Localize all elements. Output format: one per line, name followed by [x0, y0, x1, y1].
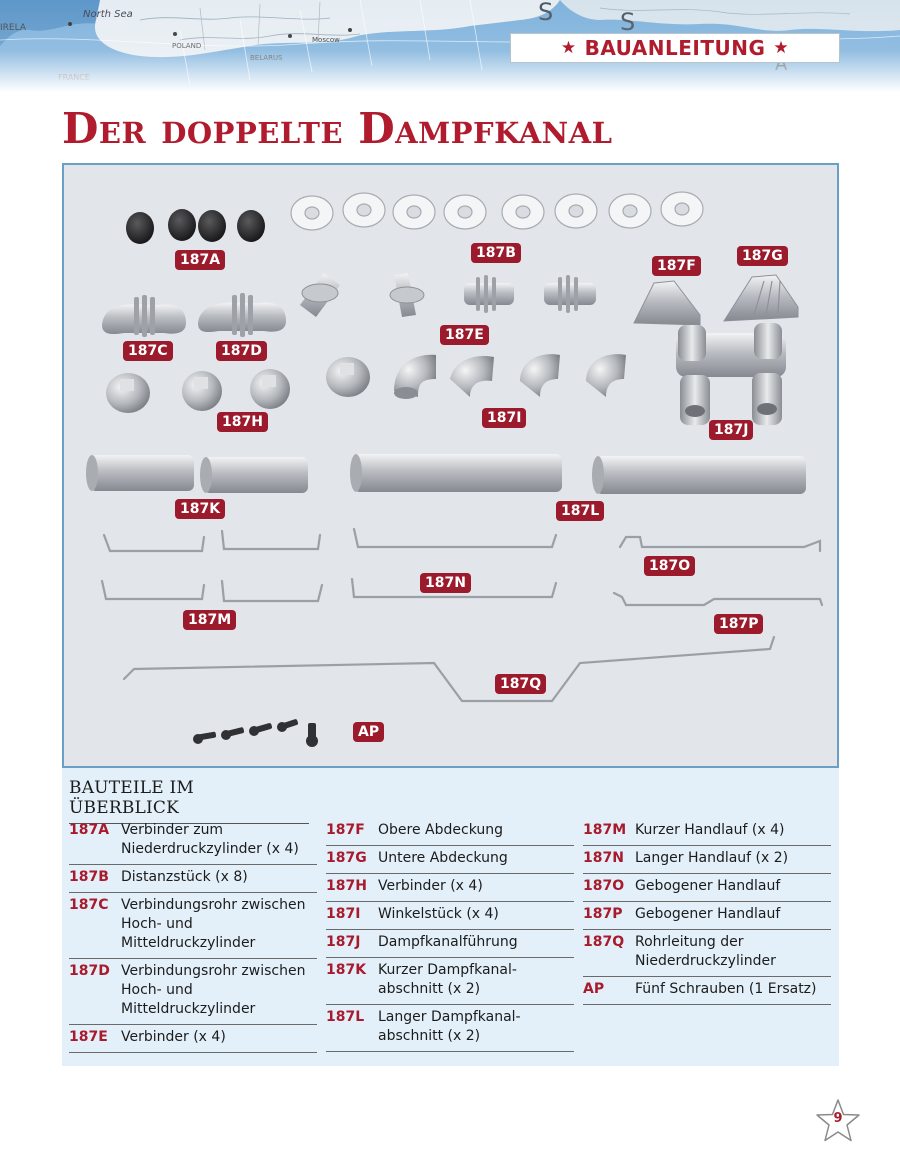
list-item — [69, 865, 317, 893]
part-description: Untere Abdeckung — [378, 850, 508, 866]
part-code: 187C — [69, 897, 109, 913]
section-badge — [510, 33, 840, 63]
part-code: 187J — [326, 934, 361, 950]
list-item — [583, 818, 831, 846]
part-label: 187O — [644, 556, 695, 576]
list-item — [583, 902, 831, 930]
list-item — [326, 818, 574, 846]
list-item — [326, 1005, 574, 1052]
part-code: AP — [583, 981, 605, 997]
part-description: Verbinder zum Niederdruckzylinder (x 4) — [121, 822, 299, 857]
part-code: 187L — [326, 1009, 365, 1025]
part-label: AP — [353, 722, 384, 742]
part-label: 187B — [471, 243, 521, 263]
part-187c — [102, 295, 186, 337]
part-description: Fünf Schrauben (1 Ersatz) — [635, 981, 817, 997]
part-187j — [676, 323, 786, 425]
parts-column-1 — [69, 818, 317, 1053]
list-item — [69, 1025, 317, 1053]
part-description: Obere Abdeckung — [378, 822, 504, 838]
part-label: 187Q — [495, 674, 546, 694]
part-label: 187E — [440, 325, 489, 345]
part-187h — [106, 357, 370, 413]
page-number-value: 9 — [833, 1111, 843, 1126]
part-code: 187P — [583, 906, 623, 922]
part-description: Verbinder (x 4) — [121, 1029, 226, 1045]
parts-column-3 — [583, 818, 831, 1005]
part-code: 187B — [69, 869, 109, 885]
part-description: Verbinder (x 4) — [378, 878, 483, 894]
part-description: Dampfkanalführung — [378, 934, 518, 950]
list-item — [326, 930, 574, 958]
part-label: 187F — [652, 256, 701, 276]
part-label: 187N — [420, 573, 471, 593]
part-code: 187A — [69, 822, 110, 838]
part-ap — [193, 719, 318, 747]
part-label: 187D — [216, 341, 267, 361]
part-code: 187O — [583, 878, 625, 894]
part-label: 187H — [217, 412, 268, 432]
page-number — [814, 1098, 862, 1144]
part-code: 187G — [326, 850, 367, 866]
part-187i — [394, 354, 626, 399]
part-label: 187C — [123, 341, 173, 361]
part-label: 187K — [175, 499, 225, 519]
part-code: 187E — [69, 1029, 108, 1045]
part-code: 187H — [326, 878, 367, 894]
part-187k — [86, 455, 308, 493]
part-187f — [634, 281, 700, 325]
part-description: Kurzer Dampfkanal-abschnitt (x 2) — [378, 962, 517, 997]
parts-overview-heading: BAUTEILE IM ÜBERBLICK — [69, 778, 309, 824]
part-code: 187N — [583, 850, 624, 866]
part-label: 187J — [709, 420, 753, 440]
list-item — [583, 930, 831, 977]
list-item — [326, 902, 574, 930]
part-description: Langer Dampfkanal-abschnitt (x 2) — [378, 1009, 521, 1044]
list-item — [583, 977, 831, 1005]
part-description: Verbindungsrohr zwischen Hoch- und Mitteldruckzylinder — [121, 897, 306, 951]
part-187d — [198, 293, 286, 337]
part-description: Distanzstück (x 8) — [121, 869, 248, 885]
part-187p — [614, 593, 822, 605]
list-item — [69, 818, 317, 865]
part-187m — [102, 531, 322, 601]
part-description: Kurzer Handlauf (x 4) — [635, 822, 785, 838]
list-item — [69, 893, 317, 959]
list-item — [326, 846, 574, 874]
part-label: 187I — [482, 408, 526, 428]
part-187l — [350, 454, 806, 494]
parts-overview — [62, 768, 839, 1066]
part-description: Langer Handlauf (x 2) — [635, 850, 789, 866]
part-label: 187M — [183, 610, 236, 630]
part-description: Winkelstück (x 4) — [378, 906, 499, 922]
part-187e — [300, 273, 596, 317]
part-code: 187Q — [583, 934, 625, 950]
part-code: 187F — [326, 822, 365, 838]
part-description: Gebogener Handlauf — [635, 906, 781, 922]
part-label: 187A — [175, 250, 225, 270]
part-code: 187D — [69, 963, 110, 979]
list-item — [326, 874, 574, 902]
part-label: 187L — [556, 501, 604, 521]
part-description: Gebogener Handlauf — [635, 878, 781, 894]
star-icon: ★ — [560, 38, 577, 58]
part-187o — [620, 537, 820, 551]
part-187b — [291, 192, 703, 230]
part-187q — [124, 637, 774, 701]
parts-photo — [62, 163, 839, 768]
part-code: 187K — [326, 962, 367, 978]
part-code: 187I — [326, 906, 361, 922]
list-item — [583, 846, 831, 874]
part-description: Rohrleitung der Niederdruckzylinder — [635, 934, 776, 969]
part-description: Verbindungsrohr zwischen Hoch- und Mitteldruckzylinder — [121, 963, 306, 1017]
page-title: Der doppelte Dampfkanal — [62, 104, 613, 153]
part-187g — [724, 275, 798, 321]
part-187a — [126, 209, 265, 244]
parts-column-2 — [326, 818, 574, 1052]
star-icon: ★ — [773, 38, 790, 58]
part-label: 187P — [714, 614, 763, 634]
part-label: 187G — [737, 246, 788, 266]
part-code: 187M — [583, 822, 627, 838]
list-item — [583, 874, 831, 902]
section-badge-label: BAUANLEITUNG — [584, 36, 766, 60]
list-item — [326, 958, 574, 1005]
list-item — [69, 959, 317, 1025]
